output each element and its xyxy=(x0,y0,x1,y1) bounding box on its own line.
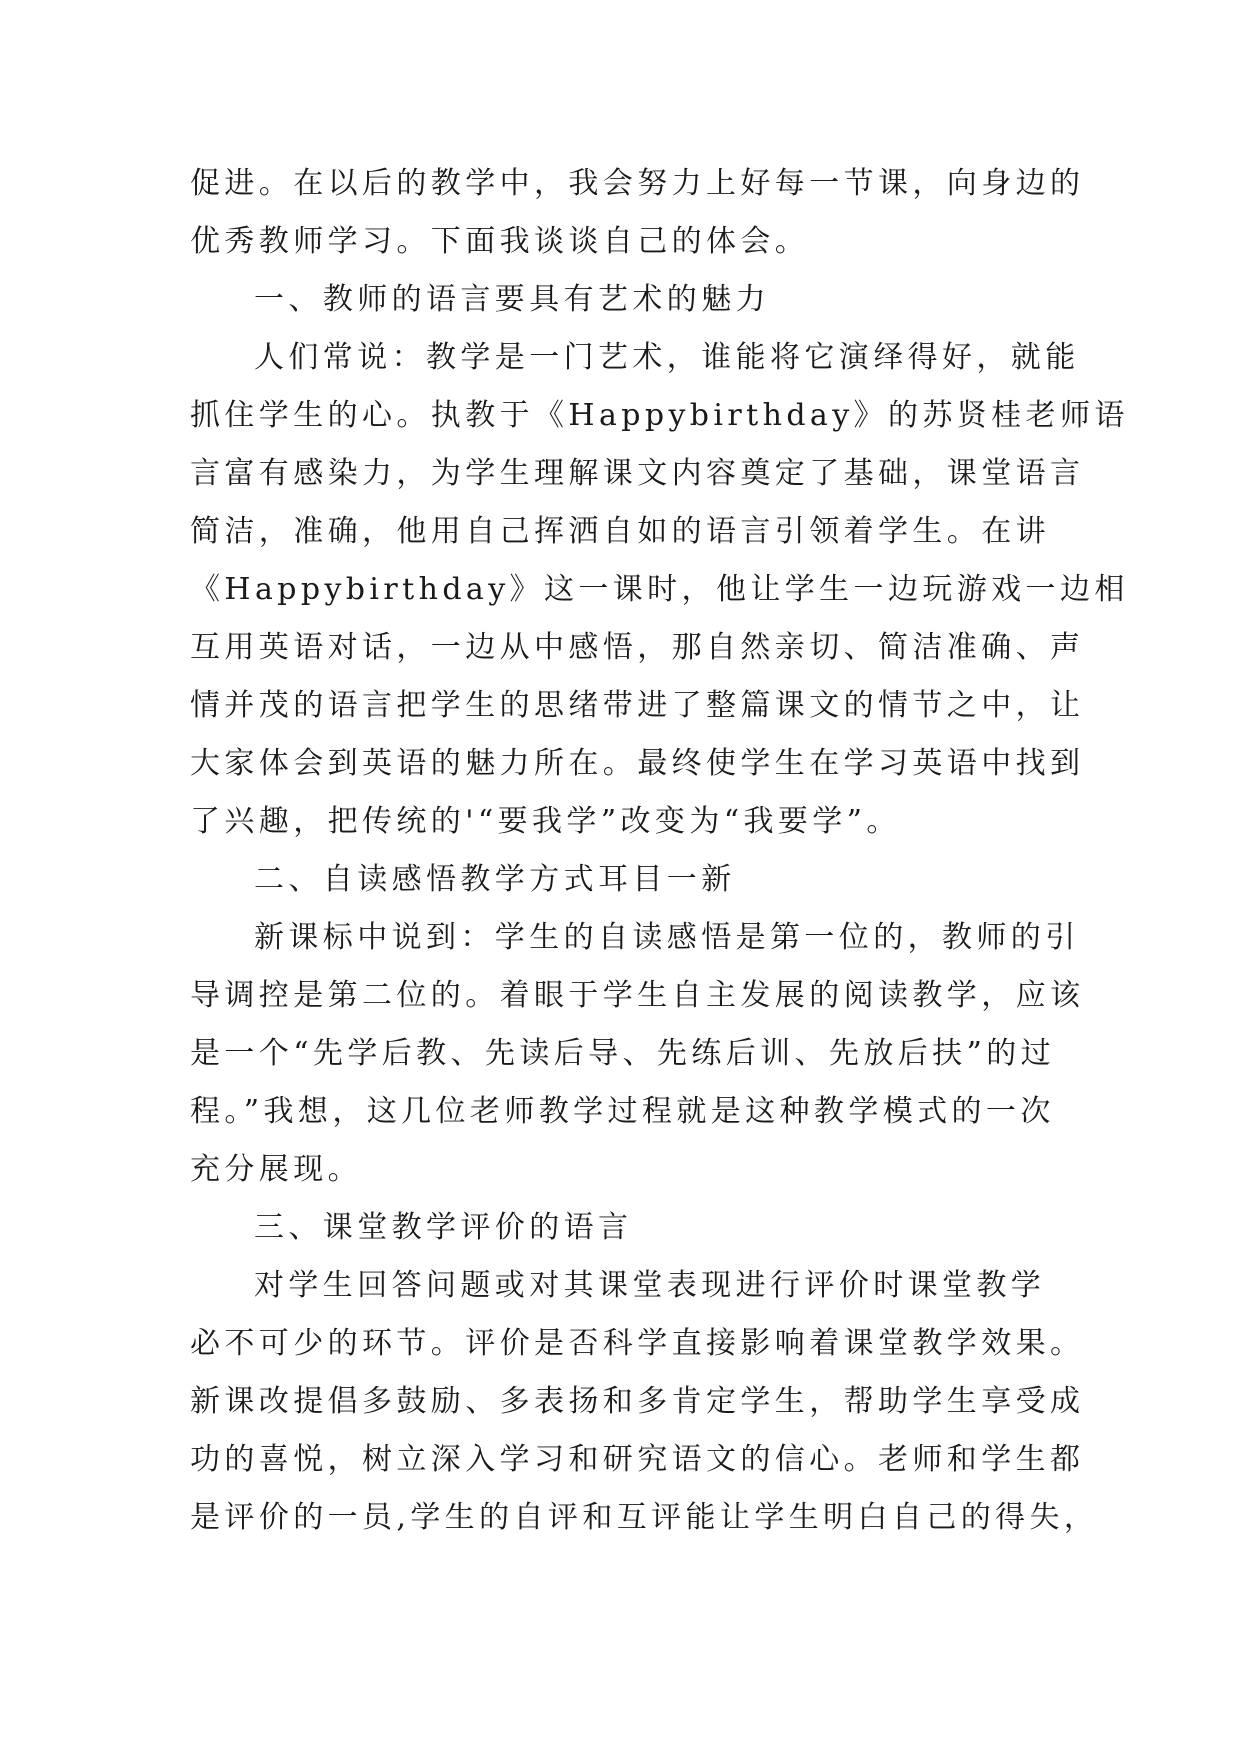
text-line: 新课改提倡多鼓励、多表扬和多肯定学生，帮助学生享受成 xyxy=(190,1384,1085,1419)
text-line: 抓住学生的心。执教于《Happybirthday》的苏贤桂老师语 xyxy=(190,398,1129,433)
text-line: 言富有感染力，为学生理解课文内容奠定了基础，课堂语言 xyxy=(190,456,1085,491)
text-line: 情并茂的语言把学生的思绪带进了整篇课文的情节之中，让 xyxy=(190,688,1085,723)
text-line: 《Happybirthday》这一课时，他让学生一边玩游戏一边相 xyxy=(190,572,1129,607)
text-line: 必不可少的环节。评价是否科学直接影响着课堂教学效果。 xyxy=(190,1326,1085,1361)
text-line: 是评价的一员,学生的自评和互评能让学生明白自己的得失， xyxy=(190,1500,1099,1535)
section-heading: 二、自读感悟教学方式耳目一新 xyxy=(254,862,736,897)
text-line: 大家体会到英语的魅力所在。最终使学生在学习英语中找到 xyxy=(190,746,1085,781)
text-line: 促进。在以后的教学中，我会努力上好每一节课，向身边的 xyxy=(190,166,1085,201)
text-line: 了兴趣，把传统的'“要我学”改变为“我要学”。 xyxy=(190,804,901,839)
text-line: 新课标中说到：学生的自读感悟是第一位的，教师的引 xyxy=(254,920,1080,955)
section-heading: 三、课堂教学评价的语言 xyxy=(254,1210,633,1245)
section-heading: 一、教师的语言要具有艺术的魅力 xyxy=(254,282,770,317)
text-line: 功的喜悦，树立深入学习和研究语文的信心。老师和学生都 xyxy=(190,1442,1085,1477)
text-line: 优秀教师学习。下面我谈谈自己的体会。 xyxy=(190,224,810,259)
text-line: 互用英语对话，一边从中感悟，那自然亲切、简洁准确、声 xyxy=(190,630,1085,665)
text-line: 简洁，准确，他用自己挥洒自如的语言引领着学生。在讲 xyxy=(190,514,1050,549)
text-line: 导调控是第二位的。着眼于学生自主发展的阅读教学，应该 xyxy=(190,978,1085,1013)
body-text xyxy=(190,155,1129,1547)
text-line: 是一个“先学后教、先读后导、先练后训、先放后扶”的过 xyxy=(190,1036,1056,1071)
text-line: 程。”我想，这几位老师教学过程就是这种教学模式的一次 xyxy=(190,1094,1055,1129)
text-line: 对学生回答问题或对其课堂表现进行评价时课堂教学 xyxy=(254,1268,1046,1303)
text-line: 人们常说：教学是一门艺术，谁能将它演绎得好，就能 xyxy=(254,340,1080,375)
text-line: 充分展现。 xyxy=(190,1152,362,1187)
